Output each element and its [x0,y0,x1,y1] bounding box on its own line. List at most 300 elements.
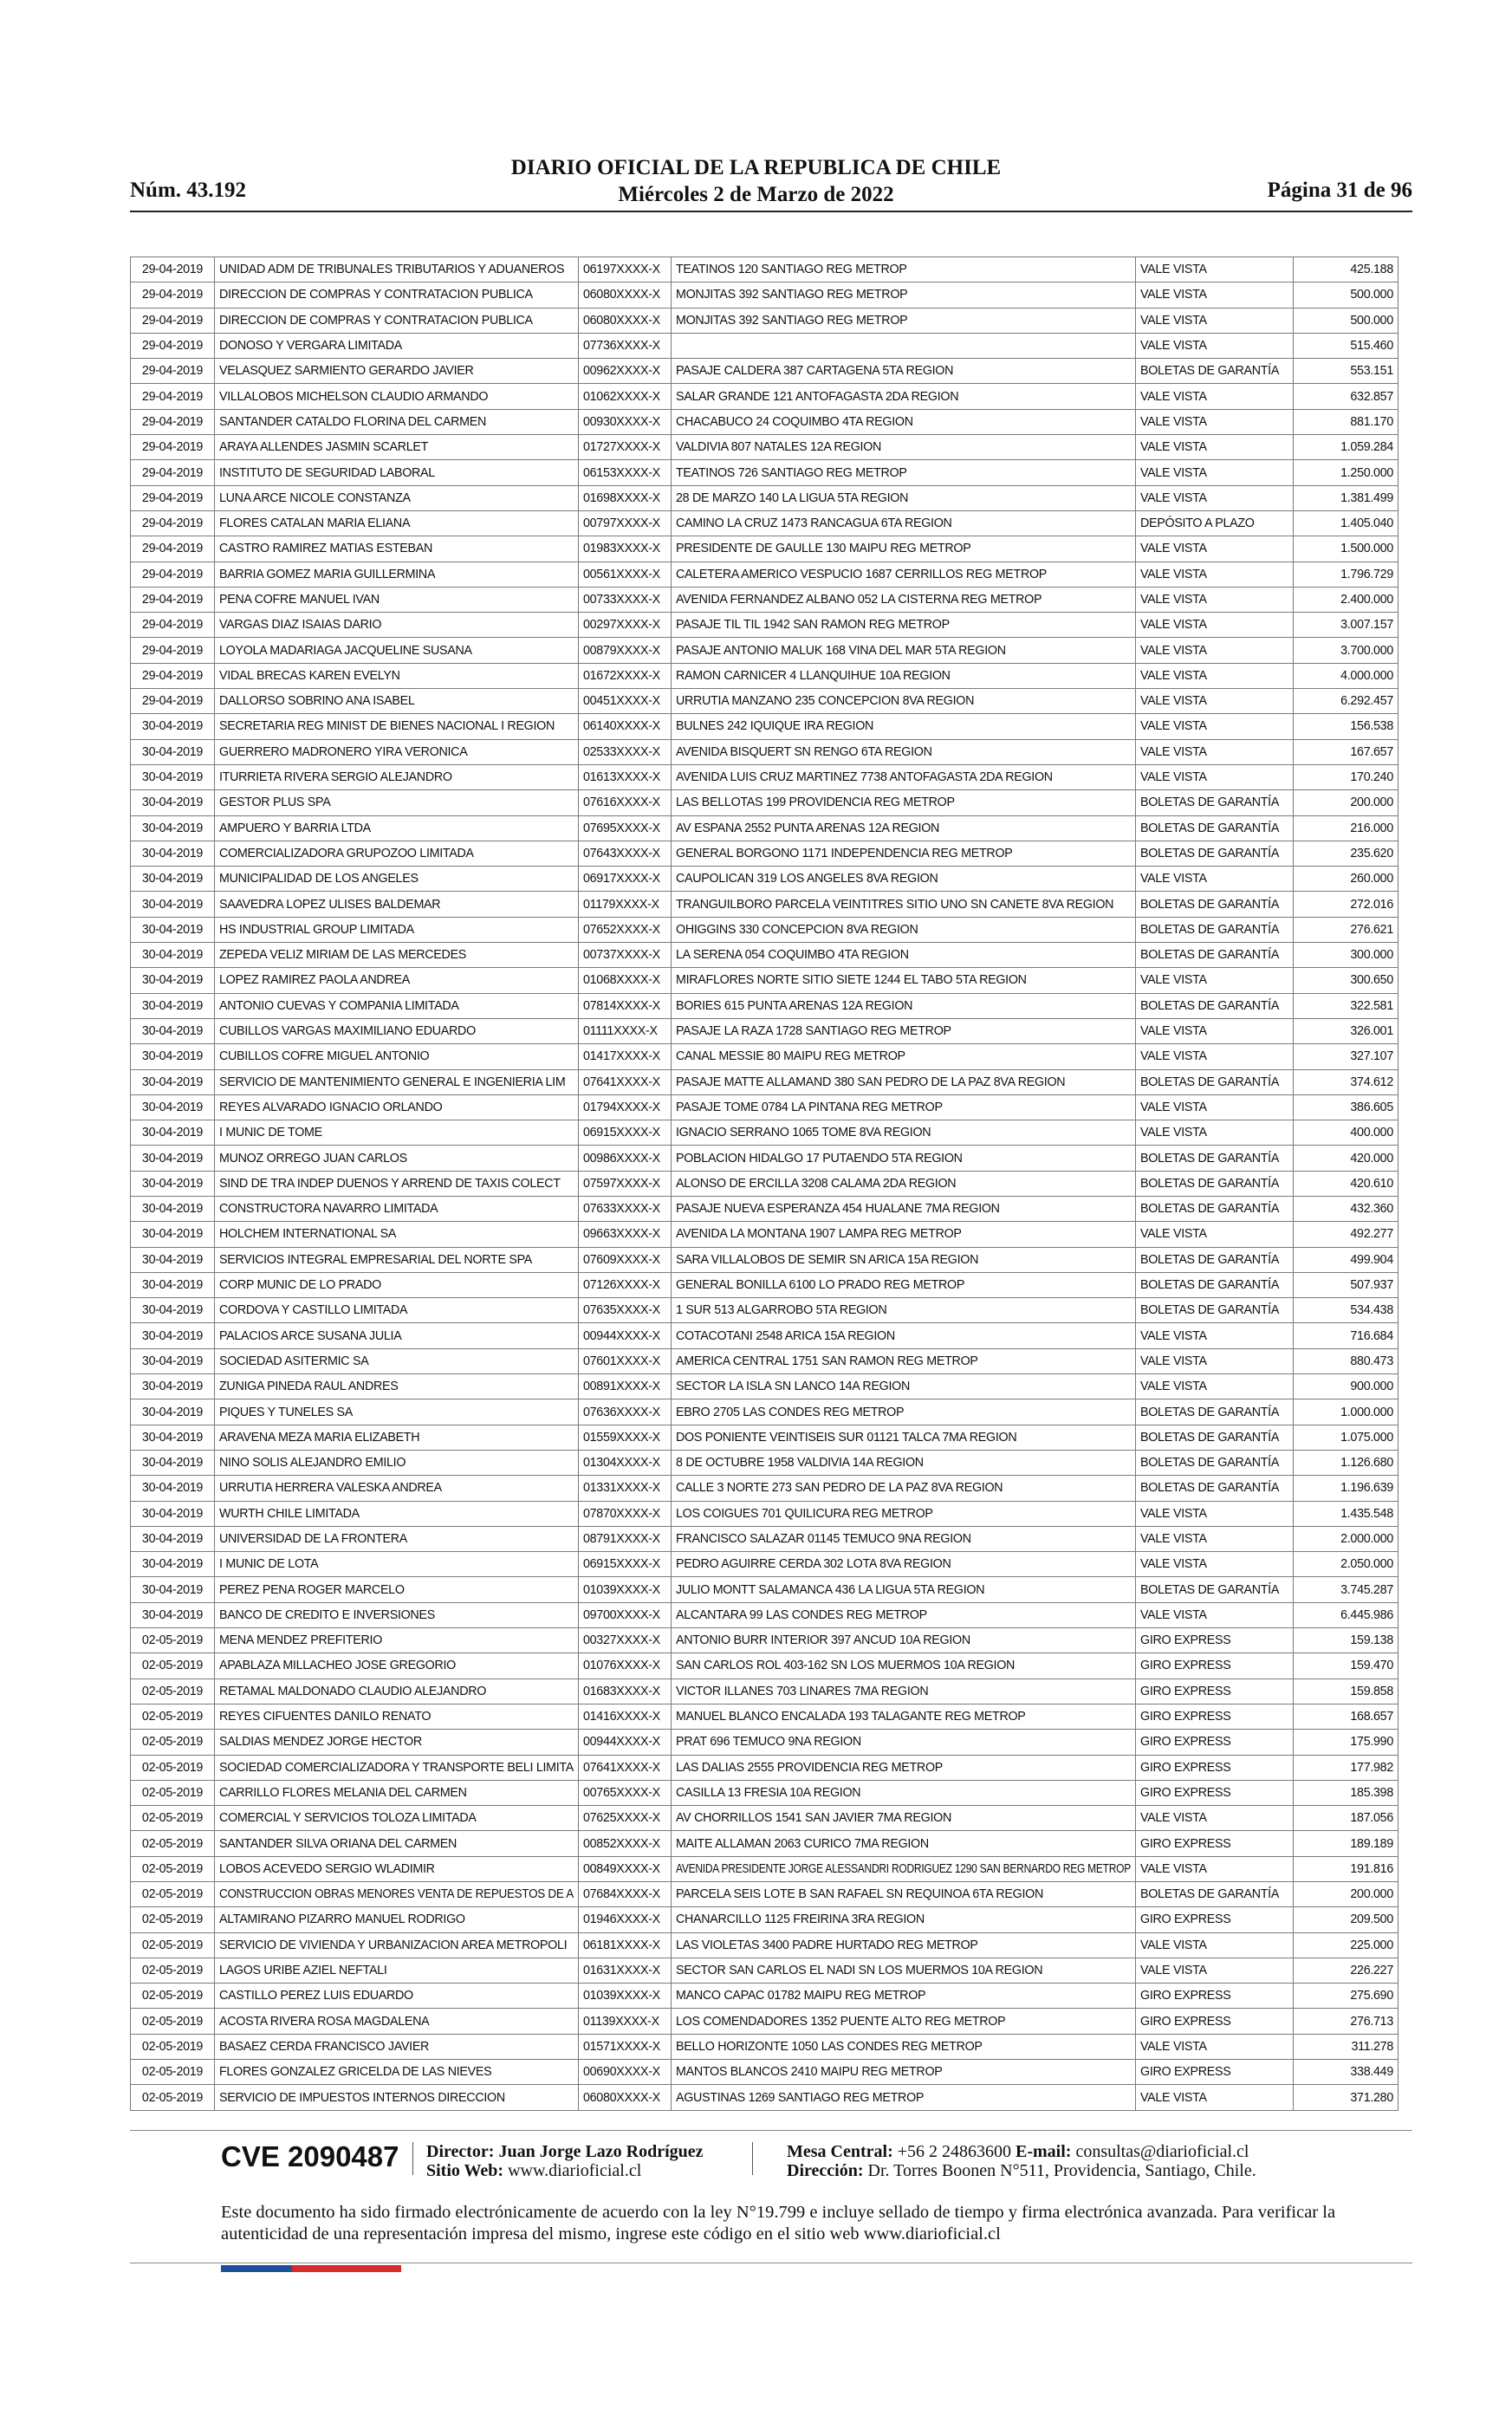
date-cell: 30-04-2019 [131,1146,215,1171]
instrument-cell: VALE VISTA [1136,282,1294,308]
date-cell: 02-05-2019 [131,2009,215,2034]
date-cell: 30-04-2019 [131,1374,215,1399]
rut-cell: 07633XXXX-X [579,1196,672,1221]
name-cell: SAAVEDRA LOPEZ ULISES BALDEMAR [215,892,579,917]
instrument-cell: GIRO EXPRESS [1136,1730,1294,1755]
records-table-body [131,257,1398,2111]
rut-cell: 07601XXXX-X [579,1348,672,1373]
address-cell: COTACOTANI 2548 ARICA 15A REGION [672,1323,1136,1348]
date-cell: 29-04-2019 [131,485,215,510]
name-cell: VELASQUEZ SARMIENTO GERARDO JAVIER [215,359,579,384]
address-cell: AV CHORRILLOS 1541 SAN JAVIER 7MA REGION [672,1806,1136,1831]
name-cell: LOBOS ACEVEDO SERGIO WLADIMIR [215,1856,579,1881]
rut-cell: 07736XXXX-X [579,333,672,358]
name-cell: CASTRO RAMIREZ MATIAS ESTEBAN [215,536,579,562]
amount-cell: 553.151 [1294,359,1398,384]
rut-cell: 07695XXXX-X [579,815,672,841]
date-cell: 02-05-2019 [131,1704,215,1729]
date-cell: 02-05-2019 [131,1730,215,1755]
name-cell: CUBILLOS VARGAS MAXIMILIANO EDUARDO [215,1018,579,1043]
address-cell: CASILLA 13 FRESIA 10A REGION [672,1780,1136,1805]
instrument-cell: BOLETAS DE GARANTÍA [1136,943,1294,968]
table-row [131,638,1398,663]
mesa-phone: +56 2 24863600 [897,2142,1012,2161]
name-cell: DONOSO Y VERGARA LIMITADA [215,333,579,358]
instrument-cell: BOLETAS DE GARANTÍA [1136,1069,1294,1094]
page-number: Página 31 de 96 [1267,179,1412,202]
cve-code: CVE 2090487 [221,2140,399,2172]
name-cell: DIRECCION DE COMPRAS Y CONTRATACION PUBLICA [215,282,579,308]
date-cell: 30-04-2019 [131,1094,215,1120]
amount-cell: 881.170 [1294,409,1398,434]
instrument-cell: BOLETAS DE GARANTÍA [1136,1146,1294,1171]
rut-cell: 06153XXXX-X [579,460,672,485]
email-link[interactable]: consultas@diarioficial.cl [1075,2142,1249,2161]
amount-cell: 276.713 [1294,2009,1398,2034]
date-cell: 30-04-2019 [131,714,215,739]
address-cell: URRUTIA MANZANO 235 CONCEPCION 8VA REGION [672,689,1136,714]
amount-cell: 168.657 [1294,1704,1398,1729]
name-cell: SERVICIO DE MANTENIMIENTO GENERAL E INGENIERIA LIM [215,1069,579,1094]
address-cell: PRAT 696 TEMUCO 9NA REGION [672,1730,1136,1755]
amount-cell: 534.438 [1294,1298,1398,1323]
table-row [131,2009,1398,2034]
date-cell: 30-04-2019 [131,968,215,993]
instrument-cell: VALE VISTA [1136,562,1294,587]
instrument-cell: VALE VISTA [1136,1958,1294,1983]
instrument-cell: BOLETAS DE GARANTÍA [1136,1450,1294,1475]
table-row [131,1755,1398,1780]
amount-cell: 235.620 [1294,841,1398,866]
instrument-cell: VALE VISTA [1136,1602,1294,1627]
date-cell: 29-04-2019 [131,282,215,308]
address-cell: FRANCISCO SALAZAR 01145 TEMUCO 9NA REGION [672,1526,1136,1551]
table-row [131,841,1398,866]
instrument-cell: VALE VISTA [1136,1856,1294,1881]
date-cell: 02-05-2019 [131,2060,215,2085]
address-cell: AGUSTINAS 1269 SANTIAGO REG METROP [672,2085,1136,2110]
rut-cell: 09700XXXX-X [579,1602,672,1627]
address-cell: AVENIDA PRESIDENTE JORGE ALESSANDRI RODRIGUEZ 1290 SAN BERNARDO REG METROP [672,1856,1136,1881]
instrument-cell: VALE VISTA [1136,460,1294,485]
address-cell: DOS PONIENTE VEINTISEIS SUR 01121 TALCA 7MA REGION [672,1425,1136,1450]
rut-cell: 07652XXXX-X [579,917,672,942]
address-cell: JULIO MONTT SALAMANCA 436 LA LIGUA 5TA REGION [672,1577,1136,1602]
rut-cell: 01571XXXX-X [579,2034,672,2059]
amount-cell: 500.000 [1294,282,1398,308]
rut-cell: 01331XXXX-X [579,1476,672,1501]
date-cell: 30-04-2019 [131,1044,215,1069]
table-row [131,1882,1398,1907]
address-cell: LAS DALIAS 2555 PROVIDENCIA REG METROP [672,1755,1136,1780]
address-cell: SALAR GRANDE 121 ANTOFAGASTA 2DA REGION [672,384,1136,409]
date-cell: 29-04-2019 [131,435,215,460]
name-cell: ARAVENA MEZA MARIA ELIZABETH [215,1425,579,1450]
table-row [131,1679,1398,1704]
address-cell: MIRAFLORES NORTE SITIO SIETE 1244 EL TABO 5TA REGION [672,968,1136,993]
address-cell: PASAJE CALDERA 387 CARTAGENA 5TA REGION [672,359,1136,384]
address-cell: GENERAL BONILLA 6100 LO PRADO REG METROP [672,1272,1136,1297]
table-row [131,968,1398,993]
date-cell: 30-04-2019 [131,1120,215,1146]
date-cell: 29-04-2019 [131,409,215,434]
table-row [131,409,1398,434]
name-cell: I MUNIC DE TOME [215,1120,579,1146]
address-cell: 28 DE MARZO 140 LA LIGUA 5TA REGION [672,485,1136,510]
rut-cell: 01417XXXX-X [579,1044,672,1069]
instrument-cell: VALE VISTA [1136,638,1294,663]
instrument-cell: VALE VISTA [1136,2085,1294,2110]
table-row [131,1653,1398,1679]
name-cell: CORP MUNIC DE LO PRADO [215,1272,579,1297]
director-name: Juan Jorge Lazo Rodríguez [498,2142,704,2161]
date-cell: 30-04-2019 [131,1348,215,1373]
table-row [131,1094,1398,1120]
amount-cell: 3.007.157 [1294,613,1398,638]
table-row [131,1171,1398,1196]
address-cell: AVENIDA FERNANDEZ ALBANO 052 LA CISTERNA REG METROP [672,587,1136,612]
name-cell: MUNOZ ORREGO JUAN CARLOS [215,1146,579,1171]
instrument-cell: BOLETAS DE GARANTÍA [1136,1577,1294,1602]
rut-cell: 06080XXXX-X [579,308,672,333]
date-cell: 30-04-2019 [131,1425,215,1450]
rut-cell: 07643XXXX-X [579,841,672,866]
address-cell: TRANGUILBORO PARCELA VEINTITRES SITIO UNO SN CANETE 8VA REGION [672,892,1136,917]
amount-cell: 400.000 [1294,1120,1398,1146]
date-cell: 30-04-2019 [131,867,215,892]
amount-cell: 2.000.000 [1294,1526,1398,1551]
name-cell: PALACIOS ARCE SUSANA JULIA [215,1323,579,1348]
rut-cell: 01559XXXX-X [579,1425,672,1450]
address-cell: LOS COMENDADORES 1352 PUENTE ALTO REG METROP [672,2009,1136,2034]
table-row [131,1552,1398,1577]
name-cell: I MUNIC DE LOTA [215,1552,579,1577]
web-link[interactable]: www.diarioficial.cl [508,2161,642,2180]
amount-cell: 159.470 [1294,1653,1398,1679]
date-cell: 30-04-2019 [131,1526,215,1551]
rut-cell: 00297XXXX-X [579,613,672,638]
address-cell: 1 SUR 513 ALGARROBO 5TA REGION [672,1298,1136,1323]
rut-cell: 02533XXXX-X [579,739,672,764]
instrument-cell: VALE VISTA [1136,409,1294,434]
address-cell: OHIGGINS 330 CONCEPCION 8VA REGION [672,917,1136,942]
date-cell: 29-04-2019 [131,460,215,485]
instrument-cell: GIRO EXPRESS [1136,1653,1294,1679]
name-cell: AMPUERO Y BARRIA LTDA [215,815,579,841]
instrument-cell: GIRO EXPRESS [1136,1755,1294,1780]
address-cell: PASAJE MATTE ALLAMAND 380 SAN PEDRO DE LA PAZ 8VA REGION [672,1069,1136,1094]
date-cell: 02-05-2019 [131,1932,215,1958]
rut-cell: 00765XXXX-X [579,1780,672,1805]
table-row [131,2085,1398,2110]
address-cell: PARCELA SEIS LOTE B SAN RAFAEL SN REQUINOA 6TA REGION [672,1882,1136,1907]
instrument-cell: VALE VISTA [1136,2034,1294,2059]
instrument-cell: VALE VISTA [1136,308,1294,333]
date-cell: 02-05-2019 [131,1628,215,1653]
table-row [131,1018,1398,1043]
instrument-cell: BOLETAS DE GARANTÍA [1136,1196,1294,1221]
rut-cell: 01613XXXX-X [579,764,672,789]
amount-cell: 177.982 [1294,1755,1398,1780]
name-cell: UNIVERSIDAD DE LA FRONTERA [215,1526,579,1551]
table-row [131,1730,1398,1755]
name-cell: BASAEZ CERDA FRANCISCO JAVIER [215,2034,579,2059]
mesa-label: Mesa Central: [787,2142,893,2161]
table-row [131,790,1398,815]
instrument-cell: VALE VISTA [1136,739,1294,764]
instrument-cell: VALE VISTA [1136,257,1294,282]
instrument-cell: GIRO EXPRESS [1136,1984,1294,2009]
instrument-cell: VALE VISTA [1136,968,1294,993]
instrument-cell: DEPÓSITO A PLAZO [1136,510,1294,536]
address-cell: CANAL MESSIE 80 MAIPU REG METROP [672,1044,1136,1069]
name-cell: APABLAZA MILLACHEO JOSE GREGORIO [215,1653,579,1679]
address-cell: PRESIDENTE DE GAULLE 130 MAIPU REG METROP [672,536,1136,562]
table-row [131,562,1398,587]
flag-stripe [221,2265,401,2272]
amount-cell: 880.473 [1294,1348,1398,1373]
date-cell: 29-04-2019 [131,536,215,562]
date-cell: 29-04-2019 [131,689,215,714]
amount-cell: 275.690 [1294,1984,1398,2009]
name-cell: ITURRIETA RIVERA SERGIO ALEJANDRO [215,764,579,789]
footer-divider [130,2130,1412,2131]
name-cell: SOCIEDAD ASITERMIC SA [215,1348,579,1373]
date-cell: 29-04-2019 [131,359,215,384]
address-cell: ANTONIO BURR INTERIOR 397 ANCUD 10A REGION [672,1628,1136,1653]
amount-cell: 327.107 [1294,1044,1398,1069]
table-row [131,1501,1398,1526]
name-cell: LAGOS URIBE AZIEL NEFTALI [215,1958,579,1983]
amount-cell: 1.796.729 [1294,562,1398,587]
table-row [131,435,1398,460]
table-row [131,510,1398,536]
date-cell: 30-04-2019 [131,1196,215,1221]
rut-cell: 00891XXXX-X [579,1374,672,1399]
amount-cell: 492.277 [1294,1222,1398,1247]
amount-cell: 1.126.680 [1294,1450,1398,1475]
table-row [131,2060,1398,2085]
amount-cell: 1.059.284 [1294,435,1398,460]
amount-cell: 159.138 [1294,1628,1398,1653]
date-cell: 30-04-2019 [131,1272,215,1297]
amount-cell: 191.816 [1294,1856,1398,1881]
address-cell: CAUPOLICAN 319 LOS ANGELES 8VA REGION [672,867,1136,892]
amount-cell: 311.278 [1294,2034,1398,2059]
table-row [131,1120,1398,1146]
date-cell: 29-04-2019 [131,638,215,663]
address-cell: PASAJE LA RAZA 1728 SANTIAGO REG METROP [672,1018,1136,1043]
date-cell: 29-04-2019 [131,384,215,409]
table-row [131,1984,1398,2009]
rut-cell: 06915XXXX-X [579,1120,672,1146]
instrument-cell: VALE VISTA [1136,1018,1294,1043]
amount-cell: 374.612 [1294,1069,1398,1094]
rut-cell: 00561XXXX-X [579,562,672,587]
instrument-cell: VALE VISTA [1136,613,1294,638]
name-cell: VIDAL BRECAS KAREN EVELYN [215,663,579,688]
instrument-cell: BOLETAS DE GARANTÍA [1136,1399,1294,1425]
director-label: Director: [426,2142,495,2161]
address-cell: PASAJE NUEVA ESPERANZA 454 HUALANE 7MA REGION [672,1196,1136,1221]
name-cell: COMERCIAL Y SERVICIOS TOLOZA LIMITADA [215,1806,579,1831]
date-cell: 30-04-2019 [131,815,215,841]
address-cell: VICTOR ILLANES 703 LINARES 7MA REGION [672,1679,1136,1704]
rut-cell: 00852XXXX-X [579,1831,672,1856]
address-cell: CALLE 3 NORTE 273 SAN PEDRO DE LA PAZ 8VA REGION [672,1476,1136,1501]
rut-cell: 01727XXXX-X [579,435,672,460]
rut-cell: 06197XXXX-X [579,257,672,282]
instrument-cell: VALE VISTA [1136,663,1294,688]
address-cell: LA SERENA 054 COQUIMBO 4TA REGION [672,943,1136,968]
name-cell: LUNA ARCE NICOLE CONSTANZA [215,485,579,510]
date-cell: 30-04-2019 [131,790,215,815]
rut-cell: 07126XXXX-X [579,1272,672,1297]
table-row [131,1907,1398,1932]
amount-cell: 425.188 [1294,257,1398,282]
address-cell: MANTOS BLANCOS 2410 MAIPU REG METROP [672,2060,1136,2085]
table-row [131,815,1398,841]
header-divider [130,211,1412,212]
rut-cell: 07636XXXX-X [579,1399,672,1425]
date-cell: 30-04-2019 [131,1552,215,1577]
table-row [131,1577,1398,1602]
address-cell: SECTOR LA ISLA SN LANCO 14A REGION [672,1374,1136,1399]
address-cell: MONJITAS 392 SANTIAGO REG METROP [672,282,1136,308]
name-cell: SERVICIO DE VIVIENDA Y URBANIZACION AREA METROPOLI [215,1932,579,1958]
rut-cell: 06181XXXX-X [579,1932,672,1958]
instrument-cell: VALE VISTA [1136,867,1294,892]
instrument-cell: VALE VISTA [1136,485,1294,510]
rut-cell: 06917XXXX-X [579,867,672,892]
date-cell: 02-05-2019 [131,1882,215,1907]
rut-cell: 01039XXXX-X [579,1577,672,1602]
amount-cell: 260.000 [1294,867,1398,892]
date-cell: 30-04-2019 [131,1577,215,1602]
rut-cell: 07597XXXX-X [579,1171,672,1196]
amount-cell: 3.745.287 [1294,1577,1398,1602]
amount-cell: 6.292.457 [1294,689,1398,714]
name-cell: ANTONIO CUEVAS Y COMPANIA LIMITADA [215,993,579,1018]
publication-date: Miércoles 2 de Marzo de 2022 [618,183,894,206]
amount-cell: 216.000 [1294,815,1398,841]
date-cell: 30-04-2019 [131,1501,215,1526]
table-row [131,892,1398,917]
rut-cell: 01983XXXX-X [579,536,672,562]
address-cell: BORIES 615 PUNTA ARENAS 12A REGION [672,993,1136,1018]
name-cell: ALTAMIRANO PIZARRO MANUEL RODRIGO [215,1907,579,1932]
rut-cell: 07870XXXX-X [579,1501,672,1526]
table-row [131,1247,1398,1272]
address-cell: CHANARCILLO 1125 FREIRINA 3RA REGION [672,1907,1136,1932]
instrument-cell: VALE VISTA [1136,1552,1294,1577]
name-cell: VARGAS DIAZ ISAIAS DARIO [215,613,579,638]
rut-cell: 00737XXXX-X [579,943,672,968]
instrument-cell: VALE VISTA [1136,1120,1294,1146]
rut-cell: 07641XXXX-X [579,1069,672,1094]
name-cell: SIND DE TRA INDEP DUENOS Y ARREND DE TAXIS COLECT [215,1171,579,1196]
rut-cell: 01698XXXX-X [579,485,672,510]
rut-cell: 07616XXXX-X [579,790,672,815]
table-row [131,536,1398,562]
table-row [131,1222,1398,1247]
table-row [131,739,1398,764]
name-cell: WURTH CHILE LIMITADA [215,1501,579,1526]
name-cell: GUERRERO MADRONERO YIRA VERONICA [215,739,579,764]
name-cell: CONSTRUCCION OBRAS MENORES VENTA DE REPUESTOS DE A [215,1882,579,1907]
email-label: E-mail: [1016,2142,1072,2161]
table-row [131,1780,1398,1805]
amount-cell: 420.000 [1294,1146,1398,1171]
table-row [131,1323,1398,1348]
table-row [131,1526,1398,1551]
name-cell: INSTITUTO DE SEGURIDAD LABORAL [215,460,579,485]
address-cell: PASAJE TIL TIL 1942 SAN RAMON REG METROP [672,613,1136,638]
rut-cell: 00944XXXX-X [579,1323,672,1348]
table-row [131,384,1398,409]
name-cell: FLORES CATALAN MARIA ELIANA [215,510,579,536]
table-row [131,917,1398,942]
rut-cell: 01179XXXX-X [579,892,672,917]
amount-cell: 716.684 [1294,1323,1398,1348]
table-row [131,1425,1398,1450]
instrument-cell: GIRO EXPRESS [1136,1907,1294,1932]
instrument-cell: BOLETAS DE GARANTÍA [1136,841,1294,866]
instrument-cell: BOLETAS DE GARANTÍA [1136,790,1294,815]
amount-cell: 1.196.639 [1294,1476,1398,1501]
amount-cell: 371.280 [1294,2085,1398,2110]
rut-cell: 01683XXXX-X [579,1679,672,1704]
address-cell: GENERAL BORGONO 1171 INDEPENDENCIA REG METROP [672,841,1136,866]
rut-cell: 07609XXXX-X [579,1247,672,1272]
rut-cell: 07641XXXX-X [579,1755,672,1780]
rut-cell: 07814XXXX-X [579,993,672,1018]
amount-cell: 2.400.000 [1294,587,1398,612]
instrument-cell: BOLETAS DE GARANTÍA [1136,1298,1294,1323]
address-cell: TEATINOS 726 SANTIAGO REG METROP [672,460,1136,485]
table-row [131,1602,1398,1627]
flag-blue-segment [221,2265,292,2272]
date-cell: 30-04-2019 [131,1602,215,1627]
date-cell: 29-04-2019 [131,587,215,612]
instrument-cell: VALE VISTA [1136,1094,1294,1120]
table-row [131,993,1398,1018]
table-row [131,1196,1398,1221]
table-row [131,663,1398,688]
name-cell: SALDIAS MENDEZ JORGE HECTOR [215,1730,579,1755]
name-cell: VILLALOBOS MICHELSON CLAUDIO ARMANDO [215,384,579,409]
amount-cell: 420.610 [1294,1171,1398,1196]
rut-cell: 01076XXXX-X [579,1653,672,1679]
rut-cell: 00733XXXX-X [579,587,672,612]
name-cell: SOCIEDAD COMERCIALIZADORA Y TRANSPORTE BELI LIMITA [215,1755,579,1780]
rut-cell: 01672XXXX-X [579,663,672,688]
rut-cell: 01304XXXX-X [579,1450,672,1475]
amount-cell: 6.445.986 [1294,1602,1398,1627]
contact-block [787,2142,1256,2180]
rut-cell: 01139XXXX-X [579,2009,672,2034]
address-label: Dirección: [787,2161,864,2180]
footer-separator [752,2142,753,2175]
amount-cell: 432.360 [1294,1196,1398,1221]
date-cell: 02-05-2019 [131,1856,215,1881]
name-cell: GESTOR PLUS SPA [215,790,579,815]
instrument-cell: BOLETAS DE GARANTÍA [1136,1882,1294,1907]
instrument-cell: GIRO EXPRESS [1136,1704,1294,1729]
table-row [131,1958,1398,1983]
date-cell: 30-04-2019 [131,1018,215,1043]
table-row [131,867,1398,892]
